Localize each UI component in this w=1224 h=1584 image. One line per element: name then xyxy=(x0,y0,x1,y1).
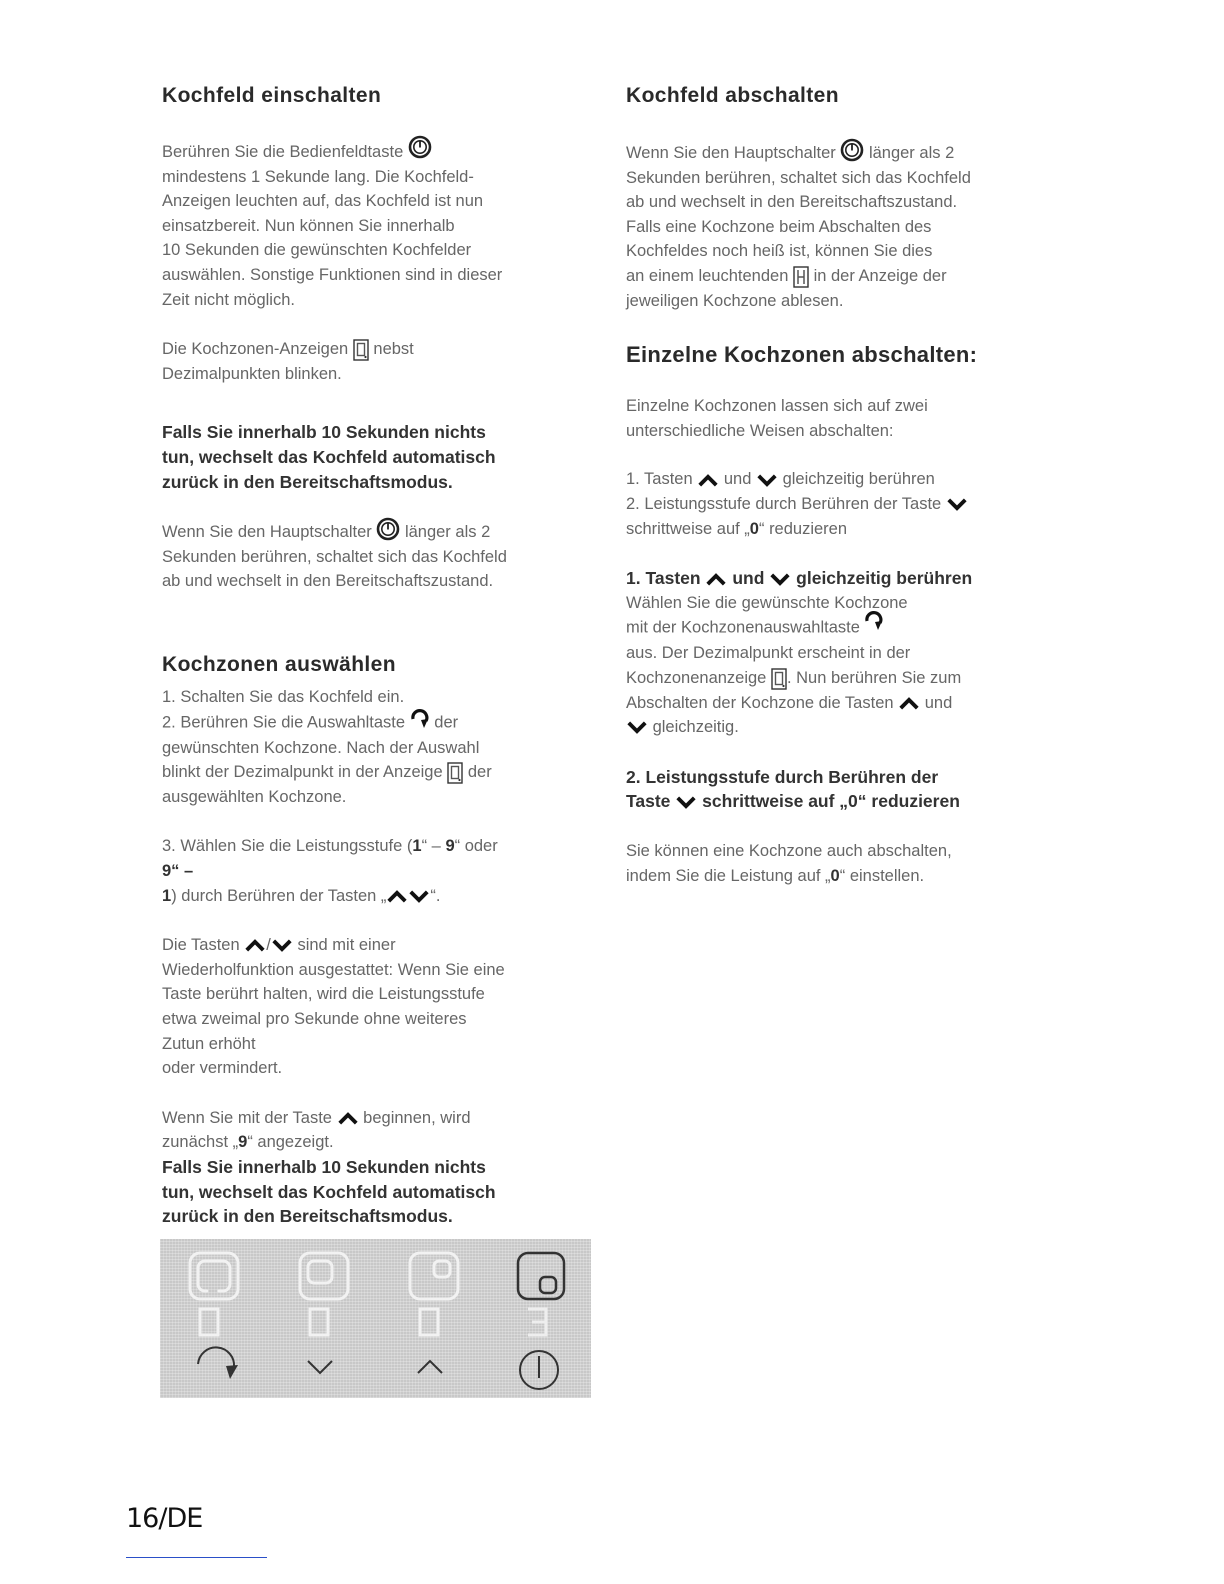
paragraph-hauptschalter: Wenn Sie den Hauptschalter länger als 2 Sekunden berühren, schaltet sich das Kochfeld ab und wechselt in den Bereitschaftszustand. xyxy=(162,520,592,594)
subheading-leistungsstufe-reduzieren: 2. Leistungsstufe durch Berühren der Taste schrittweise auf „0“ reduzieren xyxy=(626,766,960,812)
footer-line xyxy=(126,1557,267,1558)
paragraph-zwei-weisen: Einzelne Kochzonen lassen sich auf zwei unterschiedliche Weisen abschalten: xyxy=(626,397,928,440)
power-icon xyxy=(376,517,400,541)
paragraph-leistungsstufe: 3. Wählen Sie die Leistungsstufe (1“ – 9“ oder 9“ – 1) durch Berühren der Tasten „ “. xyxy=(162,837,498,905)
power-icon xyxy=(408,135,432,159)
power-icon xyxy=(520,1351,558,1389)
down-arrow-icon xyxy=(626,720,648,735)
warning-standby-2: Falls Sie innerhalb 10 Sekunden nichts tun, wechselt das Kochfeld automatisch zurück in den Bereitschaftsmodus. xyxy=(162,1156,496,1227)
display-zero-icon xyxy=(353,339,369,361)
residual-heat-icon xyxy=(793,266,809,288)
display-digit-3 xyxy=(420,1309,438,1335)
zone-4-icon xyxy=(518,1253,564,1299)
selector-icon xyxy=(864,609,884,635)
up-arrow-icon xyxy=(705,572,727,587)
down-arrow-icon xyxy=(408,889,430,904)
zone-1-icon xyxy=(190,1253,238,1299)
power-icon xyxy=(840,138,864,162)
zone-2-icon xyxy=(300,1253,348,1299)
up-arrow-icon xyxy=(697,473,719,488)
selector-icon xyxy=(198,1347,238,1379)
page-number: 16/DE xyxy=(126,1503,203,1534)
control-panel-illustration xyxy=(160,1239,591,1398)
paragraph-einschalten: Berühren Sie die Bedienfeldtaste mindestens 1 Sekunde lang. Die Kochfeld- Anzeigen leuchten auf, das Kochfeld ist nun einsatzbereit. Nun können Sie innerhalb 10 Sekunden die gewünschten Kochfelder auswählen. Sonstige Funktionen sind in dieser Zeit nicht möglich. xyxy=(162,140,592,312)
display-zero-icon xyxy=(771,668,787,690)
minus-icon xyxy=(308,1361,332,1373)
paragraph-leistung-null: Sie können eine Kochzone auch abschalten, indem Sie die Leistung auf „0“ einstellen. xyxy=(626,841,952,885)
down-arrow-icon xyxy=(946,497,968,512)
right-column xyxy=(626,84,1066,888)
display-digit-4 xyxy=(528,1309,546,1335)
subheading-tasten-gleichzeitig: 1. Tasten und gleichzeitig berühren xyxy=(626,568,973,589)
heading-kochzonen-auswaehlen: Kochzonen auswählen xyxy=(162,653,396,676)
heading-einzelne-kochzonen: Einzelne Kochzonen abschalten: xyxy=(626,342,978,368)
paragraph-abschalten: Wenn Sie den Hauptschalter länger als 2 Sekunden berühren, schaltet sich das Kochfeld ab und wechselt in den Bereitschaftszustand. Falls eine Kochzone beim Abschalten des Kochfeldes noch heiß ist, können Sie dies an einem leuchtenden in der Anzeige der jeweiligen Kochzone ablesen. xyxy=(626,141,1066,313)
left-column xyxy=(162,84,592,1229)
down-arrow-icon xyxy=(756,473,778,488)
zone-3-icon xyxy=(410,1253,458,1299)
up-arrow-icon xyxy=(244,938,266,953)
down-arrow-icon xyxy=(769,572,791,587)
heading-kochfeld-abschalten: Kochfeld abschalten xyxy=(626,84,839,107)
display-digit-2 xyxy=(310,1309,328,1335)
display-digit-1 xyxy=(200,1309,218,1335)
warning-standby-1: Falls Sie innerhalb 10 Sekunden nichts tun, wechselt das Kochfeld automatisch zurück in den Bereitschaftsmodus. xyxy=(162,422,496,492)
heading-kochfeld-einschalten: Kochfeld einschalten xyxy=(162,84,382,107)
paragraph-wiederholfunktion: Die Tasten / sind mit einer Wiederholfunktion ausgestattet: Wenn Sie eine Taste berührt halten, wird die Leistungsstufe etwa zweimal pro Sekunde ohne weiteres Zutun erhöht oder vermindert. xyxy=(162,936,505,1078)
list-abschalt-optionen: 1. Tasten und gleichzeitig berühren 2. Leistungsstufe durch Berühren der Taste schrittweise auf „0“ reduzieren xyxy=(626,467,1066,541)
down-arrow-icon xyxy=(675,795,697,810)
up-arrow-icon xyxy=(386,889,408,904)
paragraph-anzeigen-blinken: Die Kochzonen-Anzeigen nebst Dezimalpunkten blinken. xyxy=(162,340,414,383)
selector-icon xyxy=(410,707,430,733)
up-arrow-icon xyxy=(898,696,920,711)
plus-icon xyxy=(418,1361,442,1373)
up-arrow-icon xyxy=(337,1111,359,1126)
paragraph-kochzone-waehlen: Wählen Sie die gewünschte Kochzone mit der Kochzonenauswahltaste aus. Der Dezimalpunkt erscheint in der Kochzonenanzeige . Nun berühren Sie zum Abschalten der Kochzone die Tasten und gleichzeitig. xyxy=(626,593,962,737)
list-kochzonen-auswaehlen: 1. Schalten Sie das Kochfeld ein. 2. Berühren Sie die Auswahltaste der gewünschten Kochzone. Nach der Auswahl blinkt der Dezimalpunkt in der Anzeige der ausgewählten Kochzone. xyxy=(162,688,492,806)
paragraph-taste-beginnen: Wenn Sie mit der Taste beginnen, wird zunächst „9“ angezeigt. xyxy=(162,1108,471,1152)
display-zero-icon xyxy=(447,762,463,784)
down-arrow-icon xyxy=(271,938,293,953)
